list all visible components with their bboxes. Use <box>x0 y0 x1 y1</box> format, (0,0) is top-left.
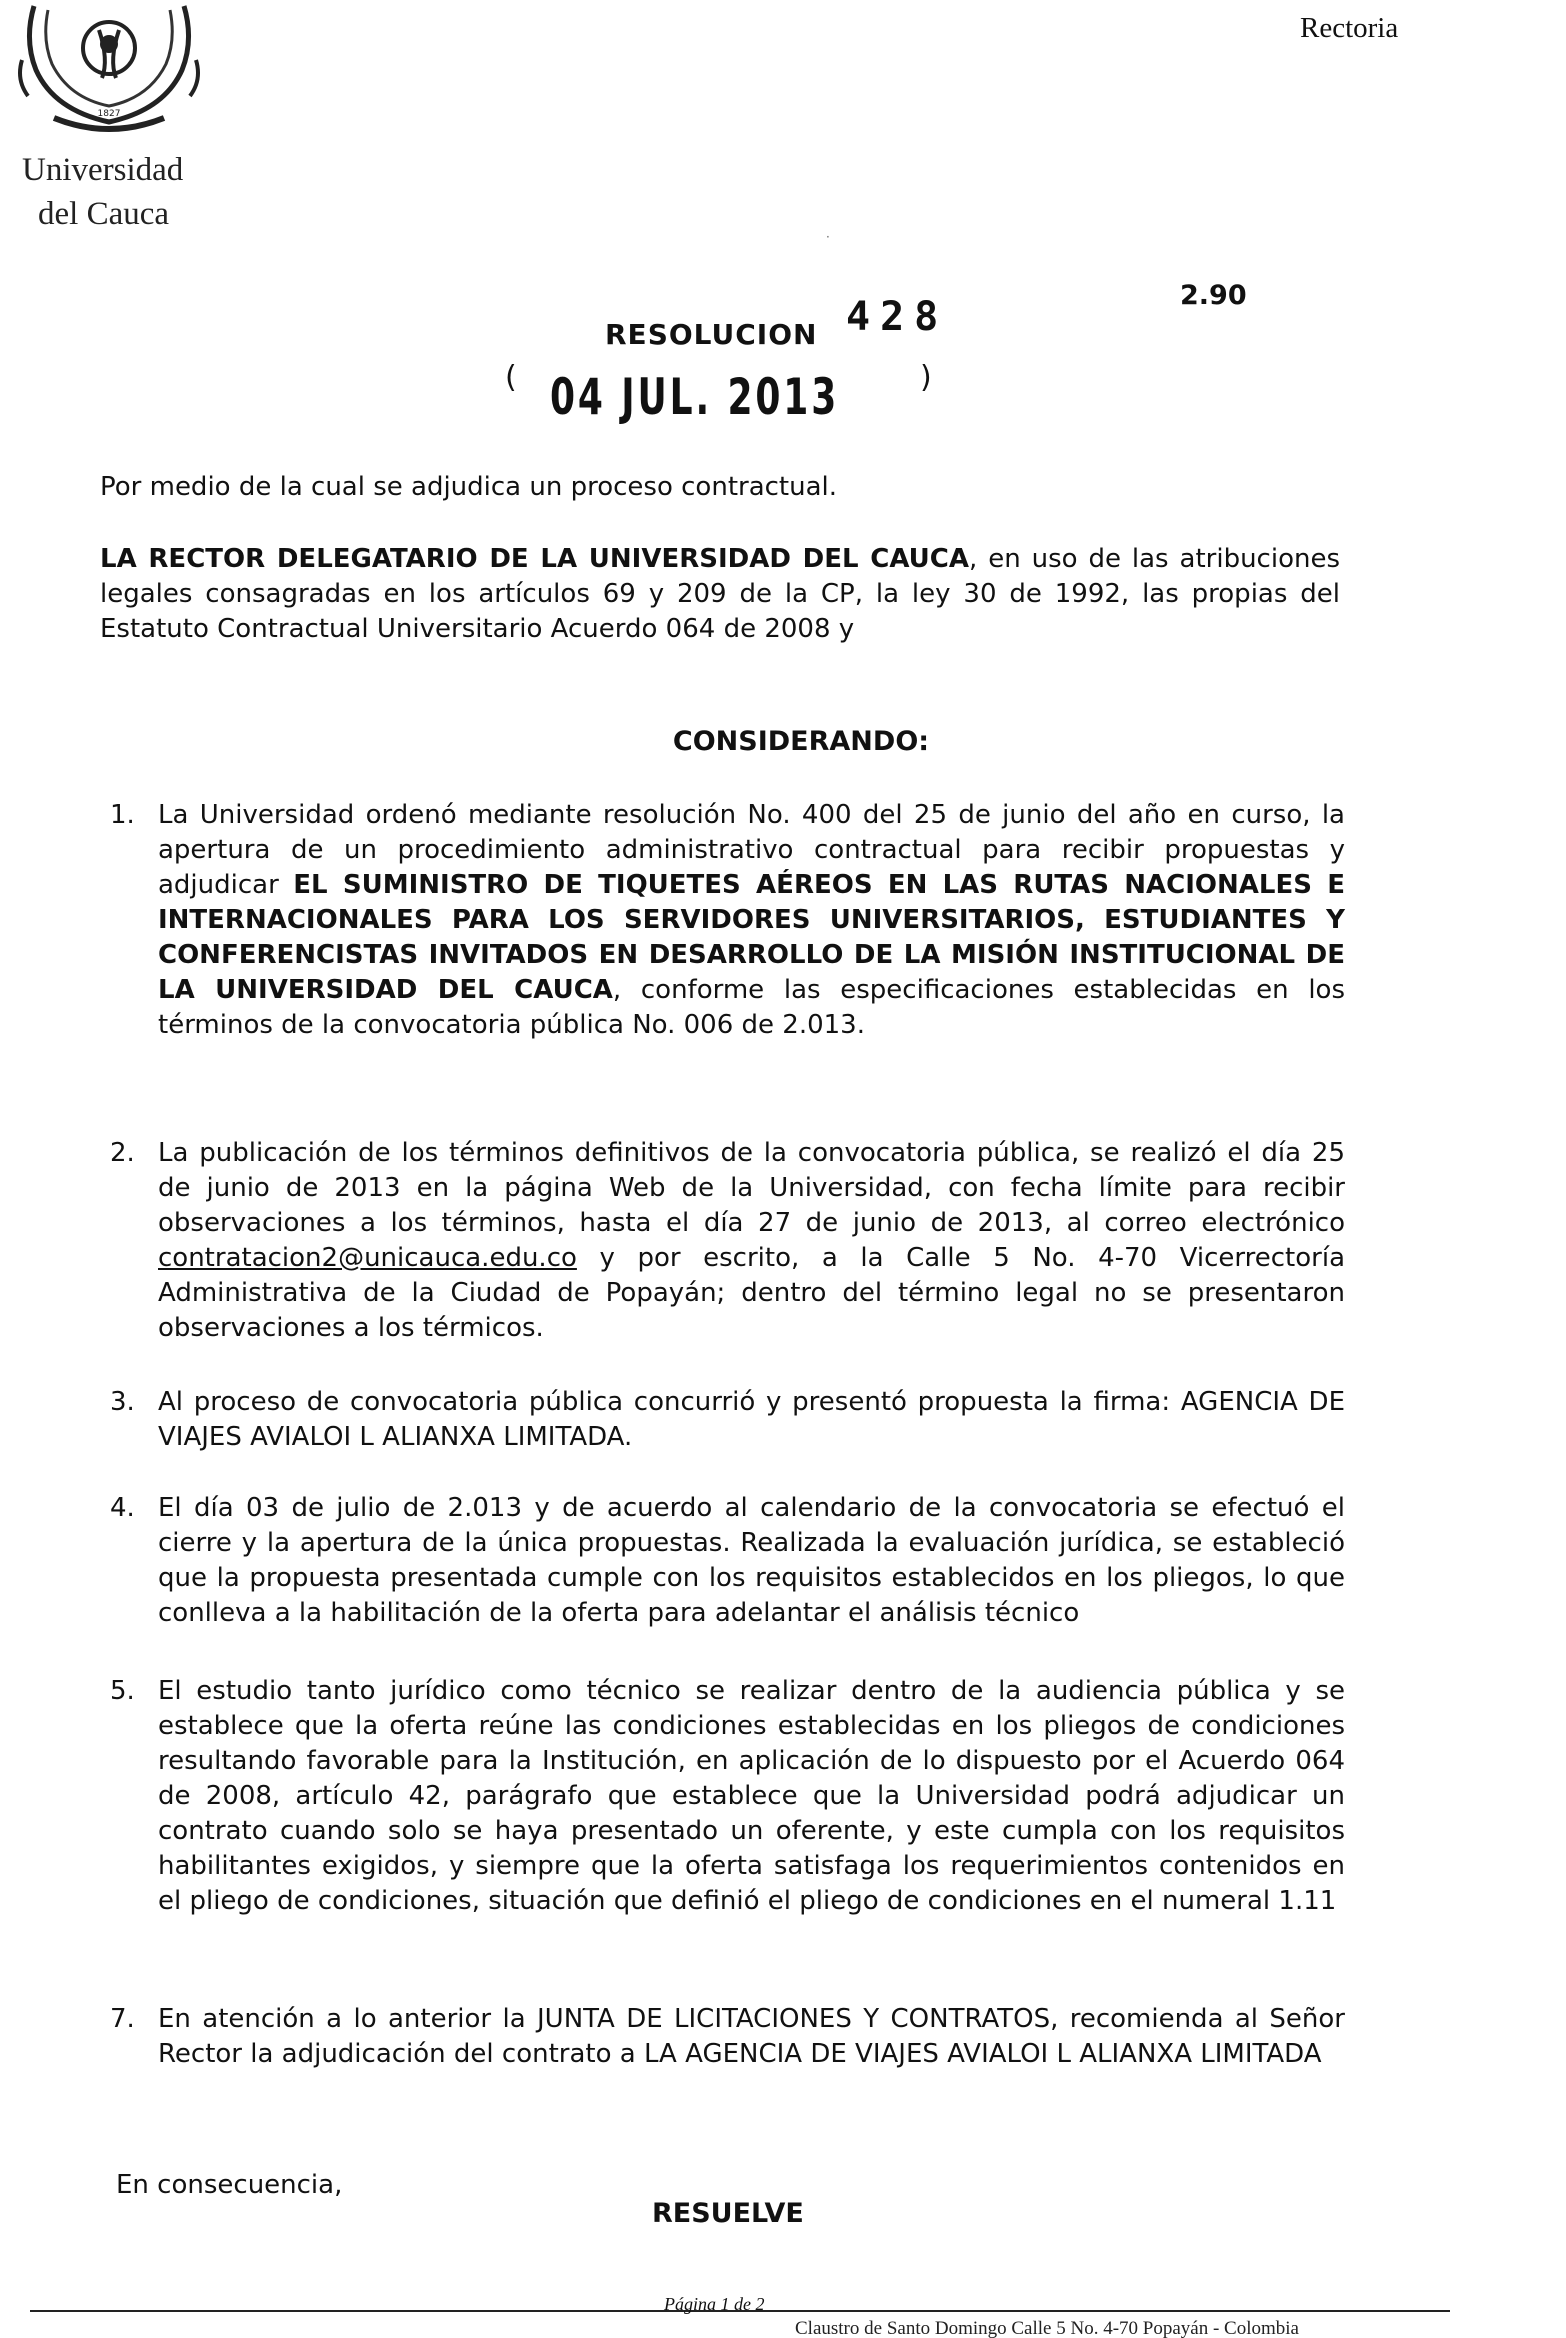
item-text: El día 03 de julio de 2.013 y de acuerdo al calendario de la convocatoria se efectuó el cierre y la apertura de la única propuestas. Realizada la evaluación jurídica, se estableció que la propuesta presentada cumple con los requisitos establecidos en los pliegos, lo que conlleva a la habilitación de la oferta para adelantar el análisis técnico <box>158 1493 1345 1628</box>
subject-line: Por medio de la cual se adjudica un proceso contractual. <box>100 472 838 502</box>
date-open-paren: ( <box>505 360 517 395</box>
item-text: En atención a lo anterior la JUNTA DE LICITACIONES Y CONTRATOS, recomienda al Señor Rector la adjudicación del contrato a LA AGENCIA DE VIAJES AVIALOI L ALIANXA LIMITADA <box>158 2004 1345 2069</box>
preamble-text: , en uso de las atribuciones legales consagradas en los artículos 69 y 209 de la CP, la ley 30 de 1992, las propias del Estatuto Contractual Universitario Acuerdo 064 de 2008 y <box>100 544 1340 644</box>
considerando-item-5 <box>110 1674 1345 1919</box>
svg-text:1827: 1827 <box>97 109 121 119</box>
document-code: 2.90 <box>1180 280 1247 311</box>
footer-address: Claustro de Santo Domingo Calle 5 No. 4-70 Popayán - Colombia <box>795 2318 1299 2338</box>
considerando-item-1 <box>110 798 1345 1043</box>
item-text-part: , conforme las especificaciones establecidas en los términos de la convocatoria pública No. 006 de 2.013. <box>158 975 1345 1040</box>
institution-line2: del Cauca <box>38 196 170 232</box>
closing-line: En consecuencia, <box>116 2170 343 2200</box>
item-text-part: La publicación de los términos definitivos de la convocatoria pública, se realizó el día 25 de junio de 2013 en la página Web de la Universidad, con fecha límite para recibir observaciones a los términos, hasta el día 27 de junio de 2013, al correo electrónico <box>158 1138 1345 1238</box>
preamble-paragraph <box>100 542 1340 647</box>
email-link[interactable]: contratacion2@unicauca.edu.co <box>158 1243 577 1273</box>
item-text <box>158 798 1345 1043</box>
item-number: 1. <box>110 800 135 830</box>
item-number: 3. <box>110 1387 135 1417</box>
institution-name <box>22 148 183 236</box>
item-text: Al proceso de convocatoria pública concurrió y presentó propuesta la firma: AGENCIA DE VIAJES AVIALOI L ALIANXA LIMITADA. <box>158 1387 1345 1452</box>
preamble-authority: LA RECTOR DELEGATARIO DE LA UNIVERSIDAD DEL CAUCA <box>100 544 969 574</box>
item-number: 5. <box>110 1676 135 1706</box>
item-bold-object: EL SUMINISTRO DE TIQUETES AÉREOS EN LAS RUTAS NACIONALES E INTERNACIONALES PARA LOS SERVIDORES UNIVERSITARIOS, ESTUDIANTES Y CONFERENCISTAS INVITADOS EN DESARROLLO DE LA MISIÓN INSTITUCIONAL DE LA UNIVERSIDAD DEL CAUCA <box>158 870 1345 1005</box>
office-label: Rectoria <box>1300 12 1399 44</box>
resolution-date-stamp: 04 JUL. 2013 <box>550 368 840 426</box>
item-number: 7. <box>110 2004 135 2034</box>
page-indicator: Página 1 de 2 <box>664 2294 765 2314</box>
item-text-part: y por escrito, a la Calle 5 No. 4-70 Vicerrectoría Administrativa de la Ciudad de Popayán; dentro del término legal no se presentaron observaciones a los térmicos. <box>158 1243 1345 1343</box>
scan-speck: · <box>826 230 830 244</box>
resuelve-heading: RESUELVE <box>652 2198 804 2229</box>
item-number: 4. <box>110 1493 135 1523</box>
considerando-item-2 <box>110 1136 1345 1346</box>
item-text: El estudio tanto jurídico como técnico se realizar dentro de la audiencia pública y se establece que la oferta reúne las condiciones establecidas en los pliegos de condiciones resultando favorable para la Institución, en aplicación de lo dispuesto por el Acuerdo 064 de 2008, artículo 42, parágrafo que establece que la Universidad podrá adjudicar un contrato cuando solo se haya presentado un oferente, y este cumpla con los requisitos habilitantes exigidos, y siempre que la oferta satisfaga los requerimientos contenidos en el pliego de condiciones, situación que definió el pliego de condiciones en el numeral 1.11 <box>158 1676 1345 1916</box>
resolution-label: RESOLUCION <box>605 318 818 351</box>
item-text <box>158 1136 1345 1346</box>
institution-line1: Universidad <box>22 152 184 188</box>
considerando-item-3 <box>110 1385 1345 1455</box>
date-close-paren: ) <box>920 360 932 395</box>
considerando-heading: CONSIDERANDO: <box>672 726 930 757</box>
university-seal-icon <box>14 0 204 140</box>
considerando-item-7 <box>110 2002 1345 2072</box>
item-text-part: La Universidad ordenó mediante resolución No. 400 del 25 de junio del año en curso, la apertura de un procedimiento administrativo contractual para recibir propuestas y adjudicar <box>158 800 1345 900</box>
resolution-number: 428 <box>846 294 949 340</box>
item-number: 2. <box>110 1138 135 1168</box>
considerando-item-4 <box>110 1491 1345 1631</box>
